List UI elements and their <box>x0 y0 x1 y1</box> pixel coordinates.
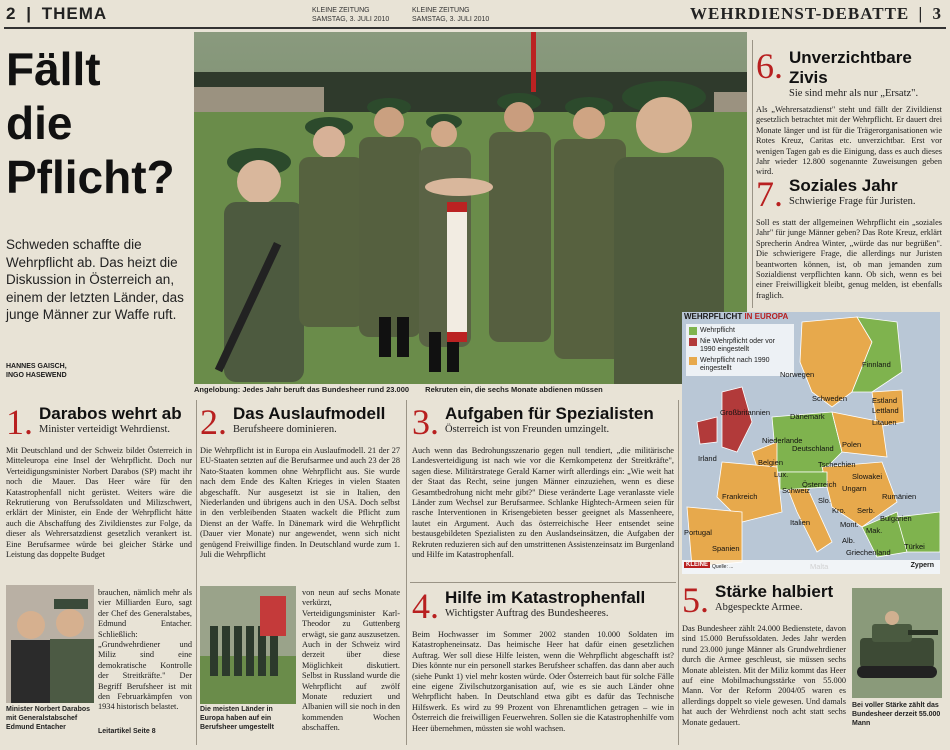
byline <box>6 362 67 380</box>
country-label: Tschechien <box>818 460 856 469</box>
section-1-body-2: brauchen, nämlich mehr als vier Milliarden Euro, sagt der Chef des Generalstabes, Edmund Entacher. Schließlich: „Grundwehrdiener und Miliz sind eine demokratische Kontrolle der Streitkräfte." Der Begriff Berufsheer ist mit den Februarkämpfen von 1934 historisch belastet. <box>98 588 192 712</box>
legend-label: Wehrpflicht nach 1990 eingestellt <box>700 357 770 372</box>
legend-never <box>689 338 791 354</box>
byline-author-2: INGO HASEWEND <box>6 372 67 379</box>
country-label: Italien <box>790 518 811 527</box>
section-5-photo <box>852 588 942 698</box>
section-subtitle: Minister verteidigt Wehrdienst. <box>39 424 171 435</box>
caption-part-b: Rekruten ein, die sechs Monate abdienen müssen <box>425 385 603 394</box>
country-label: Kro. <box>832 506 846 515</box>
country-label: Lettland <box>872 406 899 415</box>
country-label: Litauen <box>872 418 897 427</box>
section-2 <box>200 404 400 560</box>
legend-swatch-red <box>689 338 697 346</box>
legend-label: Nie Wehrpflicht oder vor 1990 eingestellt <box>700 338 775 353</box>
country-label: Niederlande <box>762 436 803 445</box>
country-label: Österreich <box>802 480 837 489</box>
section-label-left: THEMA <box>41 4 108 23</box>
europe-map <box>682 312 940 574</box>
country-label: Serb. <box>857 506 875 515</box>
page-number-right: 3 <box>932 4 942 23</box>
section-number: 7. <box>756 174 783 214</box>
column-divider <box>196 400 197 745</box>
section-subtitle: Schwierige Frage für Juristen. <box>789 196 916 207</box>
country-label: Lux. <box>774 470 789 479</box>
tank-illustration <box>852 588 942 698</box>
country-label: Dänemark <box>790 412 825 421</box>
section-7 <box>756 176 942 301</box>
section-1 <box>6 404 192 560</box>
country-label: Estland <box>872 396 898 405</box>
country-label: Portugal <box>684 528 712 537</box>
section-body: Auch wenn das Bedrohungsszenario gegen null tendiert, „die militärische Landesverteidigung ist nach wie vor die Kernkompetenz der Streitkräfte", sagen diese. Militärstratege Gerald Karner wirft allerdings ein: „Wie weit hat der Staat das Recht, seine jungen Männer einzuziehen, wenn es diese Gesamtbedrohung nicht mehr gibt?" Diese veränderte Lage veranlasste viele Länder zum Wechsel zur Berufsarmee. Schlanke Hightech-Armeen seien für rasche Interventionen in Krisengebieten besser geeignet als Massenheere, lautet ein Argument. Auch das österreichische Heer entsendet seine bestausgebildeten Spezialisten zu den Auslandseinsätzen, die Aufgaben der Rekruten reduzieren sich auf den umstrittenen Assistenzeinsatz im Burgenland und Hilfe im Katastrophenfall. <box>412 446 674 560</box>
map-source: Quelle: ... <box>712 564 734 570</box>
section-title: Stärke halbiert <box>715 582 834 601</box>
legend-label: Wehrpflicht <box>700 327 735 334</box>
main-photo <box>194 32 747 384</box>
page-header-right: WEHRDIENST-DEBATTE | 3 <box>690 4 942 23</box>
section-subtitle: Berufsheere dominieren. <box>233 424 337 435</box>
section-2-body-2: von neun auf sechs Monate verkürzt, Verteidigungsminister Karl-Theodor zu Guttenberg erwägt, sie ganz auszusetzen. Auch in der Schweiz wird derzeit über diese Möglichkeit diskutiert. Selbst in Russland wurde die Wehrpflicht auf zwölf Monate reduziert und Albanien will sie noch in den kommenden Wochen abschaffen. <box>302 588 400 733</box>
section-title: Hilfe im Katastrophenfall <box>445 588 646 607</box>
legend-conscription <box>689 327 791 335</box>
section-subtitle: Österreich ist von Freunden umzingelt. <box>445 424 610 435</box>
map-footer <box>682 560 940 574</box>
country-label: Frankreich <box>722 492 758 501</box>
byline-author-1: HANNES GAISCH, <box>6 363 67 370</box>
legend-swatch-orange <box>689 357 697 365</box>
section-body: Die Wehrpflicht ist in Europa ein Auslaufmodell. 21 der 27 EU-Staaten setzten auf die Berufsarmee und auch 23 der 28 Nato-Staaten kommen ohne Wehrpflicht aus. Sie wurde nach dem Ende des Kalten Krieges in vielen Staaten abgeschafft. Nur ausgesetzt ist sie in Italien, den Niederlanden und übrigens auch in den USA. Doch selbst in den verbleibenden Staaten wackelt die Pflicht zum Dienst an der Waffe. In Dänemark wird die Wehrpflicht (Dauer vier Monate) nur angewendet, wenn sich nicht genügend Freiwillige finden. In Deutschland wurde zum 1. Juli die Wehrpflicht <box>200 446 400 560</box>
section-title: Das Auslaufmodell <box>233 404 386 423</box>
map-legend <box>686 324 794 376</box>
section-body: Als „Wehrersatzdienst" steht und fällt der Zivildienst gesetzlich betrachtet mit der Wehrpflicht. Er dauert drei Monate länger und ist für die Trägerorganisationen wie Rotes Kreuz, Caritas etc. unverzichtbar. Erst vor wenigen Tagen gab es die Einigung, dass es auch dieses Jahr wieder 12.800 sogenannte Zuweisungen geben wird. <box>756 105 942 177</box>
headline <box>6 42 196 204</box>
paper-logo: KLEINE <box>686 562 709 568</box>
column-divider <box>406 400 407 745</box>
header-rule <box>4 27 946 29</box>
country-label: Belgien <box>758 458 784 467</box>
section-label-right: WEHRDIENST-DEBATTE <box>690 4 910 23</box>
row-divider <box>410 582 676 583</box>
section-subtitle: Sie sind mehr als nur „Ersatz". <box>789 88 919 99</box>
headline-line-2: die <box>6 97 73 149</box>
section-body: Das Bundesheer zählt 24.000 Bedienstete, davon sind 15.000 Berufssoldaten. Jedes Jahr werden rund 23.000 junge Männer als Grundwehrdiener durch die Armee geschleust, sie müssen sechs Monate ableisten. Mit der Miliz kommt das Heer auf eine Mobilmachungsstärke von 55.000 Mann. Vor der Reform 2004/05 waren es allerdings doppelt so viele gewesen. Und damals hat auch der Wehrdienst noch acht statt sechs Monate gedauert. <box>682 624 846 727</box>
country-label: Slo. <box>818 496 831 505</box>
country-label: Mont. <box>840 520 859 529</box>
page-number-left: 2 <box>6 4 17 23</box>
column-divider <box>678 400 679 745</box>
country-label: Alb. <box>842 536 855 545</box>
section-number: 2. <box>200 402 227 442</box>
section-title: Darabos wehrt ab <box>39 404 182 423</box>
legend-swatch-green <box>689 327 697 335</box>
headline-line-3: Pflicht? <box>6 151 175 203</box>
country-label: Ungarn <box>842 484 867 493</box>
section-subtitle: Abgespeckte Armee. <box>715 602 803 613</box>
date-right: SAMSTAG, 3. JULI 2010 <box>412 16 490 23</box>
paper-name-right: KLEINE ZEITUNG <box>412 7 470 14</box>
country-label: Schweden <box>812 394 848 403</box>
country-label: Griechenland <box>846 548 891 557</box>
section-number: 3. <box>412 402 439 442</box>
section-4 <box>412 588 674 734</box>
section-number: 6. <box>756 46 783 86</box>
country-label: Polen <box>842 440 862 449</box>
column-divider <box>752 40 753 308</box>
section-subtitle: Wichtigster Auftrag des Bundesheeres. <box>445 608 609 619</box>
section-1-photo-caption: Minister Norbert Darabos mit Generalstabschef Edmund Entacher <box>6 706 91 731</box>
soldiers-photo-illustration <box>194 32 747 384</box>
section-number: 5. <box>682 580 709 620</box>
country-label: Norwegen <box>780 370 815 379</box>
date-left: SAMSTAG, 3. JULI 2010 <box>312 16 390 23</box>
section-5-photo-caption: Bei voller Stärke zählt das Bundesheer derzeit 55.000 Mann <box>852 702 941 727</box>
map-title <box>684 312 788 321</box>
country-label: Rumänien <box>882 492 917 501</box>
country-label: Mak. <box>866 526 883 535</box>
country-label: Türkei <box>904 542 925 551</box>
country-label: Irland <box>698 454 717 463</box>
section-body: Mit Deutschland und der Schweiz bildet Österreich in Mitteleuropa eine Insel der Wehrpflicht. Doch nur Verteidigungsminister Norbert Darabos (SP) macht ihr noch die Mauer. Das Heer wäre für den Katastrophenfall nicht gerüstet. Weiters wäre die Rekrutierung von Berufssoldaten und Milizschwert, erklärt der Minister, ein Ende der Wehrpflicht hätte auch die Abschaffung des Zivildienstes zur Folge, da dieser als Wehrersatzdienst gesetzlich verankert ist. Eine Berufsarmee würde bei gleicher Stärke und Leistung das doppelte Budget <box>6 446 192 560</box>
section-number: 1. <box>6 402 33 442</box>
section-2-photo <box>200 586 296 704</box>
map-title-b: IN EUROPA <box>744 312 789 321</box>
section-1-link[interactable]: Leitartikel Seite 8 <box>98 728 156 735</box>
header-meta-left <box>312 6 389 24</box>
section-5 <box>682 582 846 728</box>
section-6 <box>756 48 942 178</box>
header-meta-right <box>412 6 489 24</box>
section-3 <box>412 404 674 560</box>
caption-part-a: Angelobung: Jedes Jahr beruft das Bundesheer rund 23.000 <box>194 385 410 394</box>
section-2-photo-caption: Die meisten Länder in Europa haben auf ein Berufsheer umgestellt <box>200 706 274 731</box>
section-number: 4. <box>412 586 439 626</box>
country-label: Schweiz <box>782 486 810 495</box>
zypern-label: Zypern <box>910 562 934 569</box>
country-label: Slowakei <box>852 472 883 481</box>
headline-line-1: Fällt <box>6 43 101 95</box>
page-header-left: 2 | THEMA <box>6 4 108 23</box>
main-photo-caption <box>194 385 747 394</box>
section-1-photo <box>6 585 94 703</box>
section-title: Soziales Jahr <box>789 176 898 195</box>
section-title: Unverzichtbare Zivis <box>789 48 912 87</box>
country-label: Bulgarien <box>880 514 912 523</box>
country-label: Finnland <box>862 360 891 369</box>
section-body: Soll es statt der allgemeinen Wehrpflicht ein „soziales Jahr" für junge Männer geben? Das Rote Kreuz, erklärt Sprecherin Andrea Winter, „würde das nur begrüßen". Die schwierigere Frage, die allerdings nur Juristen beantworten können, ist, ob man jemanden zum Sozialdienst verpflichten kann. Ob sich, wenn es bei einer Freiwilligkeit bleibt, genug melden, ist ebenfalls fraglich. <box>756 218 942 300</box>
map-title-a: WEHRPFLICHT <box>684 312 743 321</box>
parade-illustration <box>200 586 296 704</box>
country-label: Großbritannien <box>720 408 771 417</box>
paper-name-left: KLEINE ZEITUNG <box>312 7 370 14</box>
section-body: Beim Hochwasser im Sommer 2002 standen 10.000 Soldaten im Katastropheneinsatz. Das heimische Heer hat dafür einen gesetzlichen Auftrag. Wer soll diese Hilfe leisten, wenn die Wehrpflicht abgeschafft ist? Dies könnte nur ein personell starkes Berufsheer schaffen. das dann aber auch (siehe Punkt 1) viel mehr kosten würde. Oder Österreich baut für solche Fälle eine eigene Zivilschutzorganisation auf, wie es sie auch Länder ohne Wehrpflicht haben. In Deutschland etwa gibt es dafür das Technische Hilfswerk. Es wird zu 99 Prozent von Ehrenamtlichen getragen – wie in Österreich die freiwilligen Feuerwehren. Sollen sie die Katastrophenhilfe vom Heer übernehmen, müssten sie wohl wachsen. <box>412 630 674 733</box>
lead-deck: Schweden schaffte die Wehrpflicht ab. Das heizt die Diskussion in Österreich an, einem der letzten Länder, das junge Männer zur Waffe ruft. <box>6 237 184 322</box>
portrait-illustration <box>6 585 94 703</box>
section-title: Aufgaben für Spezialisten <box>445 404 654 423</box>
country-label: Spanien <box>712 544 740 553</box>
country-label: Deutschland <box>792 444 834 453</box>
legend-abolished <box>689 357 791 373</box>
